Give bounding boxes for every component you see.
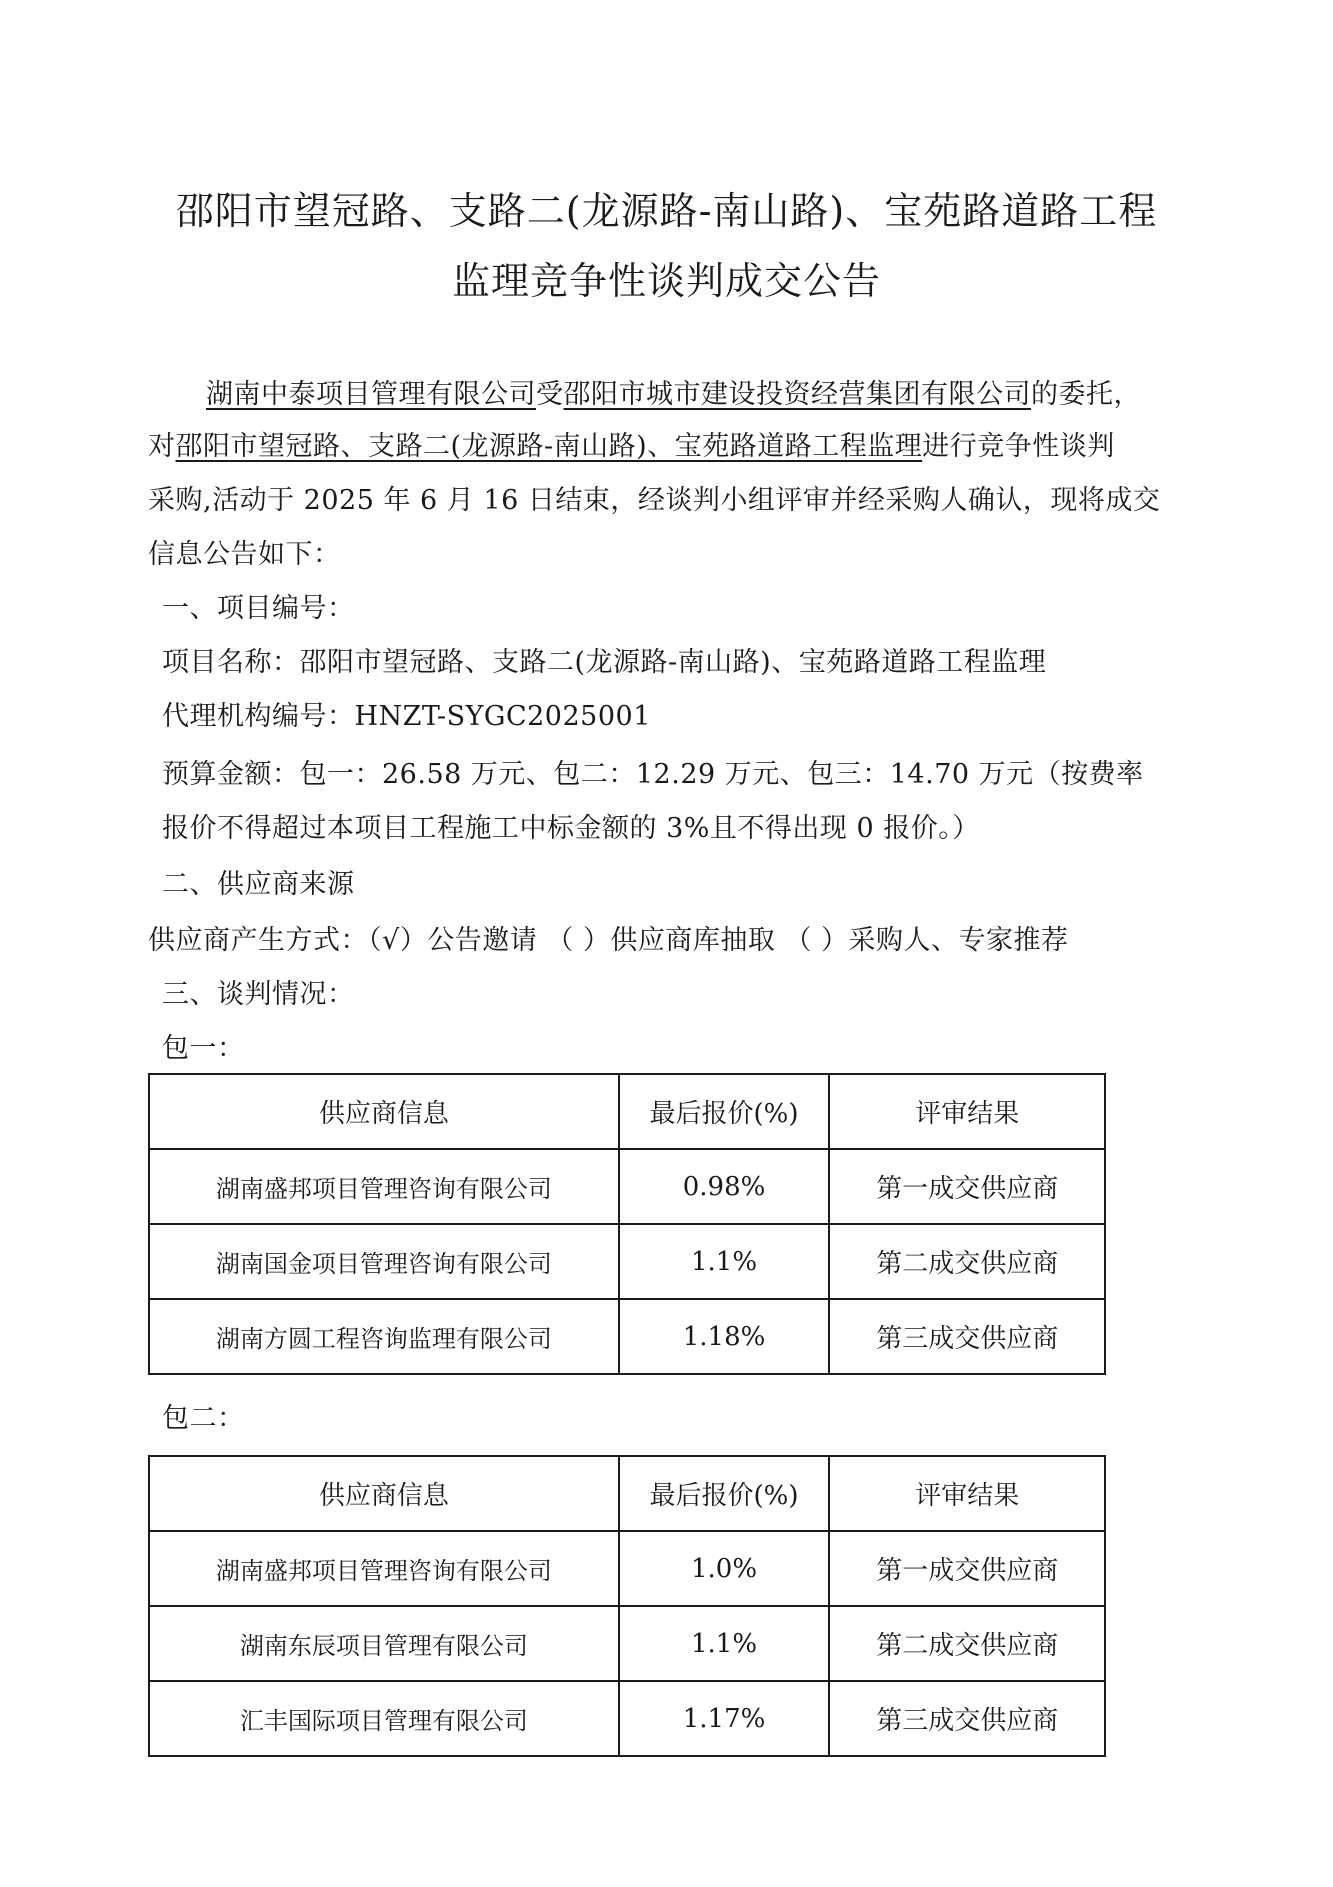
price-cell: 1.17% [619,1681,830,1756]
supplier-cell: 湖南方圆工程咨询监理有限公司 [149,1299,619,1374]
supplier-cell: 湖南盛邦项目管理咨询有限公司 [149,1149,619,1224]
header-cell: 供应商信息 [149,1456,619,1531]
intro-text: 的委托， [1031,379,1141,410]
intro-text: 对 [148,431,176,462]
project-name: 邵阳市望冠路、支路二(龙源路-南山路)、宝苑路道路工程监理 [175,431,923,462]
agency-code-line: 代理机构编号：HNZT-SYGC2025001 [162,701,651,732]
client-name: 邵阳市城市建设投资经营集团有限公司 [563,379,1031,410]
project-name-line: 项目名称：邵阳市望冠路、支路二(龙源路-南山路)、宝苑路道路工程监理 [162,647,1047,678]
supplier-method-line: 供应商产生方式：（√）公告邀请 （ ）供应商库抽取 （ ）采购人、专家推荐 [148,925,1069,956]
result-cell: 第一成交供应商 [829,1531,1105,1606]
table-row [149,1606,1105,1681]
table-header-row [149,1074,1105,1149]
budget-line-1: 预算金额：包一：26.58 万元、包二：12.29 万元、包三：14.70 万元（按费率 [162,759,1144,790]
document-title-line-1: 邵阳市望冠路、支路二(龙源路-南山路)、宝苑路道路工程 [175,189,1158,233]
result-cell: 第三成交供应商 [829,1299,1105,1374]
table-header-row [149,1456,1105,1531]
header-cell: 最后报价(%) [619,1456,830,1531]
document-title-line-2: 监理竞争性谈判成交公告 [451,259,881,303]
result-cell: 第二成交供应商 [829,1224,1105,1299]
section-1-heading: 一、项目编号： [162,593,355,624]
agent-name: 湖南中泰项目管理有限公司 [206,379,536,410]
section-2-heading: 二、供应商来源 [162,869,355,900]
header-cell: 评审结果 [829,1456,1105,1531]
price-cell: 1.0% [619,1531,830,1606]
package-1-table [148,1073,1106,1375]
price-cell: 1.18% [619,1299,830,1374]
section-3-heading: 三、谈判情况： [162,979,355,1010]
intro-line-2 [148,424,1115,463]
intro-line-1 [206,372,1141,411]
header-cell: 最后报价(%) [619,1074,830,1149]
price-cell: 0.98% [619,1149,830,1224]
supplier-cell: 湖南东辰项目管理有限公司 [149,1606,619,1681]
result-cell: 第三成交供应商 [829,1681,1105,1756]
supplier-cell: 湖南国金项目管理咨询有限公司 [149,1224,619,1299]
table-row [149,1299,1105,1374]
price-cell: 1.1% [619,1606,830,1681]
intro-text: 进行竞争性谈判 [922,431,1115,462]
package-1-label: 包一： [162,1033,245,1064]
intro-line-3: 采购,活动于 2025 年 6 月 16 日结束，经谈判小组评审并经采购人确认，现将成交 [148,485,1161,516]
table-row [149,1531,1105,1606]
supplier-cell: 湖南盛邦项目管理咨询有限公司 [149,1531,619,1606]
table-row [149,1149,1105,1224]
package-2-label: 包二： [162,1403,245,1434]
header-cell: 评审结果 [829,1074,1105,1149]
header-cell: 供应商信息 [149,1074,619,1149]
supplier-cell: 汇丰国际项目管理有限公司 [149,1681,619,1756]
result-cell: 第二成交供应商 [829,1606,1105,1681]
table-row [149,1224,1105,1299]
package-2-table [148,1455,1106,1757]
intro-line-4: 信息公告如下： [148,539,341,570]
intro-text: 受 [536,379,564,410]
price-cell: 1.1% [619,1224,830,1299]
result-cell: 第一成交供应商 [829,1149,1105,1224]
table-row [149,1681,1105,1756]
budget-line-2: 报价不得超过本项目工程施工中标金额的 3%且不得出现 0 报价。） [162,813,980,844]
